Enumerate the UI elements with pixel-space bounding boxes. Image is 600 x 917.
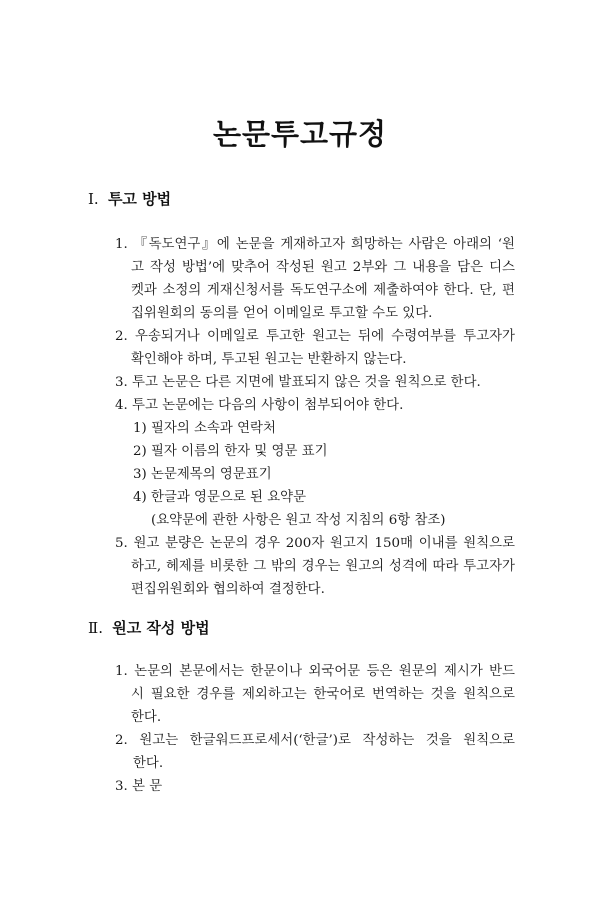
s1-item5-line1: 5. 원고 분량은 논문의 경우 200자 원고지 150매 이내를 원칙으로 [115,536,515,551]
section-1-title: 투고 방법 [107,190,172,208]
s2-item3: 3. 본 문 [115,779,163,794]
s1-item4-sub4: 4) 한글과 영문으로 된 요약문 [133,490,307,505]
s1-item2-line1: 2. 우송되거나 이메일로 투고한 원고는 뒤에 수령여부를 투고자가 [115,329,515,344]
s1-item5-line2: 하고, 헤제를 비롯한 그 밖의 경우는 원고의 성격에 따라 투고자가 [131,559,515,574]
section-1-heading [88,188,171,209]
s1-item2-line2: 확인해야 하며, 투고된 원고는 반환하지 않는다. [131,352,407,367]
s2-item1-line3: 한다. [131,710,162,725]
s2-item2-line1: 2. 원고는 한글워드프로세서(‘한글’)로 작성하는 것을 원칙으로 [115,733,515,748]
s1-item4: 4. 투고 논문에는 다음의 사항이 첨부되어야 한다. [115,398,404,413]
s1-item1-line3: 켓과 소정의 게재신청서를 독도연구소에 제출하여야 한다. 단, 편 [131,283,515,298]
section-2-heading [88,617,210,638]
section-1-number: Ⅰ. [88,190,99,208]
s1-item4-sub2: 2) 필자 이름의 한자 및 영문 표기 [133,444,328,459]
s1-item1-line1: 1. 『독도연구』에 논문을 게재하고자 희망하는 사람은 아래의 ‘원 [115,237,515,252]
s2-item2-line2: 한다. [133,756,164,771]
s1-item5-line3: 편집위원회와 협의하여 결정한다. [131,582,325,597]
page-title: 논문투고규정 [212,117,388,151]
section-2-title: 원고 작성 방법 [112,619,210,637]
s1-item3: 3. 투고 논문은 다른 지면에 발표되지 않은 것을 원칙으로 한다. [115,375,481,390]
s1-item1-line2: 고 작성 방법’에 맞추어 작성된 원고 2부와 그 내용을 담은 디스 [131,260,515,275]
s1-item1-line4: 집위원회의 동의를 얻어 이메일로 투고할 수도 있다. [131,306,433,321]
s2-item1-line1: 1. 논문의 본문에서는 한문이나 외국어문 등은 원문의 제시가 반드 [115,664,515,679]
s1-item4-note: (요약문에 관한 사항은 원고 작성 지침의 6항 참조) [151,513,446,528]
section-2-number: Ⅱ. [88,619,103,637]
s1-item4-sub1: 1) 필자의 소속과 연락처 [133,421,276,436]
s1-item4-sub3: 3) 논문제목의 영문표기 [133,467,272,482]
s2-item1-line2: 시 필요한 경우를 제외하고는 한국어로 번역하는 것을 원칙으로 [131,687,515,702]
